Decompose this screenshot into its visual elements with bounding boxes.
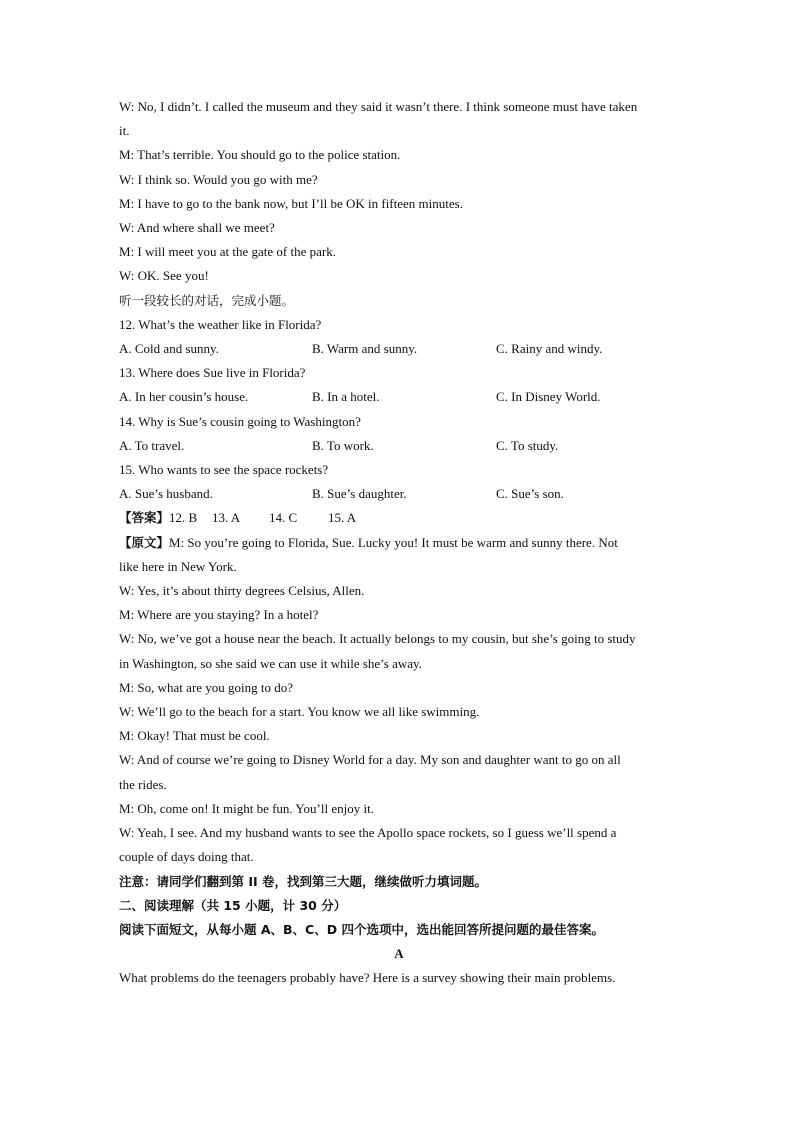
question-list	[119, 313, 679, 507]
dialogue-line: M: I will meet you at the gate of the park.	[119, 244, 336, 260]
option-a: A. In her cousin’s house.	[119, 389, 249, 405]
transcript-line: W: Yeah, I see. And my husband wants to see the Apollo space rockets, so I guess we’ll spend a	[119, 825, 617, 841]
question-text: 13. Where does Sue live in Florida?	[119, 365, 306, 381]
dialogue-line: M: That’s terrible. You should go to the police station.	[119, 147, 401, 163]
answer-item: 12. B	[169, 510, 198, 526]
question-text: 15. Who wants to see the space rockets?	[119, 462, 329, 478]
question-text: 12. What’s the weather like in Florida?	[119, 316, 322, 332]
option-c: C. Sue’s son.	[496, 486, 564, 502]
question-options	[119, 385, 679, 409]
transcript-label: 【原文】	[119, 534, 170, 550]
transcript-line: W: Yes, it’s about thirty degrees Celsius, Allen.	[119, 583, 365, 599]
transcript-line: W: And of course we’re going to Disney World for a day. My son and daughter want to go on all	[119, 752, 621, 768]
dialogue-line: W: No, I didn’t. I called the museum and they said it wasn’t there. I think someone must have taken	[119, 99, 638, 114]
option-b: B. To work.	[312, 437, 374, 453]
dialogue-line: W: OK. See you!	[119, 268, 209, 284]
transcript-line: M: Okay! That must be cool.	[119, 728, 270, 744]
dialogue-block	[119, 95, 679, 289]
transcript-line: W: We’ll go to the beach for a start. You know we all like swimming.	[119, 704, 480, 720]
transcript-line: W: No, we’ve got a house near the beach. It actually belongs to my cousin, but she’s going to study	[119, 631, 636, 647]
section-instruction: 阅读下面短文，从每小题 A、B、C、D 四个选项中，选出能回答所提问题的最佳答案。	[119, 921, 604, 937]
dialogue-line: W: I think so. Would you go with me?	[119, 171, 318, 187]
option-a: A. To travel.	[119, 437, 185, 453]
passage-label: A	[394, 946, 404, 962]
dialogue-line: W: And where shall we meet?	[119, 220, 275, 236]
passage-text: What problems do the teenagers probably have? Here is a survey showing their main problems.	[119, 970, 616, 986]
question-options	[119, 482, 679, 506]
transcript-line: M: So, what are you going to do?	[119, 679, 294, 695]
transcript-line: M: So you’re going to Florida, Sue. Lucky you! It must be warm and sunny there. Not	[169, 534, 618, 550]
dialogue-line: it.	[119, 123, 130, 139]
question-options	[119, 337, 679, 361]
option-c: C. Rainy and windy.	[496, 341, 603, 357]
transcript-line: like here in New York.	[119, 558, 237, 574]
option-c: C. To study.	[496, 437, 559, 453]
option-a: A. Cold and sunny.	[119, 341, 219, 357]
answer-item: 13. A	[212, 510, 241, 526]
option-c: C. In Disney World.	[496, 389, 601, 405]
transcript-block	[119, 531, 679, 870]
section-title: 二、阅读理解（共 15 小题，计 30 分）	[119, 897, 347, 913]
option-b: B. In a hotel.	[312, 389, 380, 405]
option-b: B. Sue’s daughter.	[312, 486, 407, 502]
notice-text: 注意：请同学们翻到第 II 卷，找到第三大题，继续做听力填词题。	[119, 873, 488, 889]
answer-label: 【答案】	[119, 510, 170, 526]
answer-item: 14. C	[269, 510, 298, 526]
question-text: 14. Why is Sue’s cousin going to Washington?	[119, 413, 361, 429]
transcript-line: couple of days doing that.	[119, 849, 254, 865]
dialogue-line: M: I have to go to the bank now, but I’ll be OK in fifteen minutes.	[119, 195, 463, 211]
transcript-line: in Washington, so she said we can use it while she’s away.	[119, 655, 422, 671]
option-b: B. Warm and sunny.	[312, 341, 418, 357]
question-options	[119, 434, 679, 458]
transcript-line: M: Where are you staying? In a hotel?	[119, 607, 319, 623]
transcript-line: the rides.	[119, 776, 167, 792]
transcript-first-line	[119, 531, 679, 555]
answer-key	[119, 506, 679, 530]
document-page	[119, 95, 679, 991]
option-a: A. Sue’s husband.	[119, 486, 213, 502]
listening-instruction: 听一段较长的对话，完成小题。	[119, 292, 295, 308]
transcript-line: M: Oh, come on! It might be fun. You’ll enjoy it.	[119, 800, 374, 816]
answer-item: 15. A	[328, 510, 357, 526]
